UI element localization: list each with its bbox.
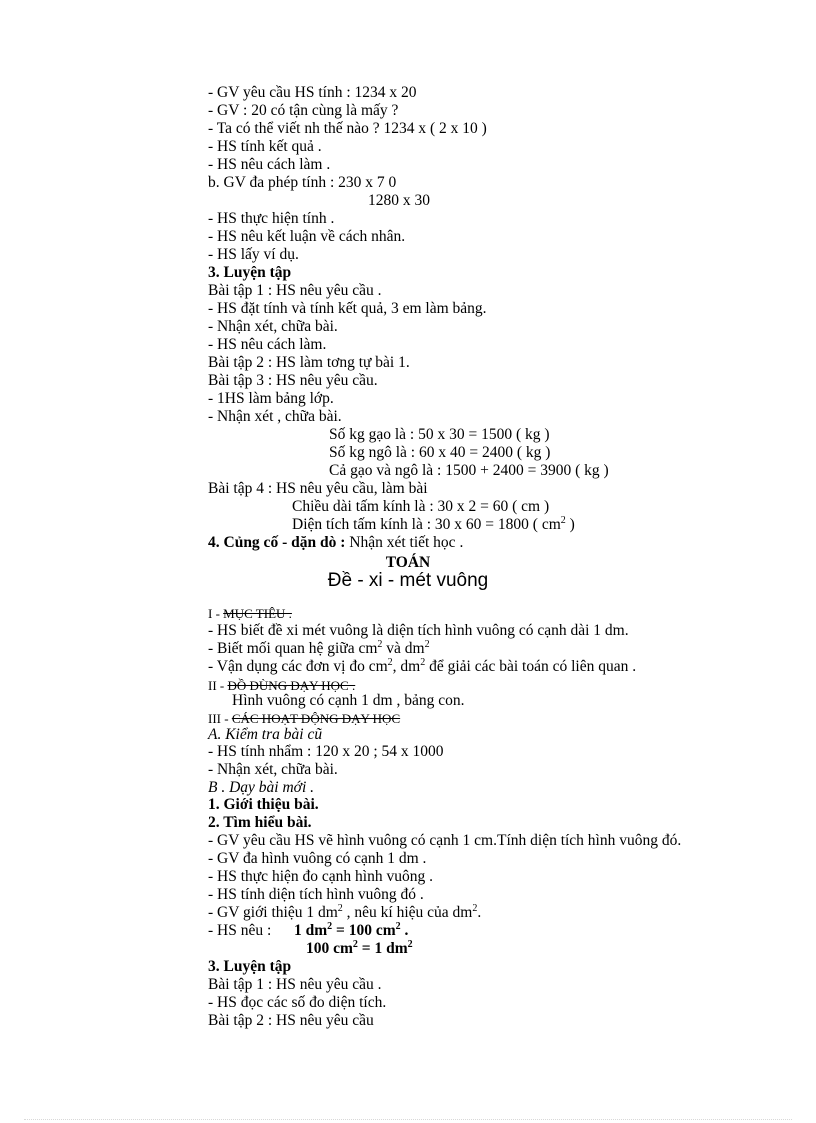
calc-line: Cả gạo và ngô là : 1500 + 2400 = 3900 ( kg ) <box>329 462 609 479</box>
text-line: - HS nêu kết luận về cách nhân. <box>208 228 406 245</box>
text-line: - Nhận xét, chữa bài. <box>208 318 338 335</box>
text-line: - HS nêu cách làm. <box>208 336 327 353</box>
text-line: - Nhận xét , chữa bài. <box>208 408 342 425</box>
objectives-heading: I - MỤC TIÊU . <box>208 606 292 621</box>
section-heading: 3. Luyện tập <box>208 264 292 281</box>
text-line: - Nhận xét, chữa bài. <box>208 761 338 778</box>
formula-line: 1 $dm^2 = 100$ $cm^2$ . <box>294 921 409 939</box>
text-line: Bài tập 2 : HS nêu yêu cầu <box>208 1012 374 1029</box>
part-heading: B . Dạy bài mới . <box>208 779 314 796</box>
text-line: - HS tính kết quả . <box>208 138 322 155</box>
text-line: - Vận dụng các đơn vị đo $cm^2$, $dm^2$ để giải các bài toán có liên quan . <box>208 657 637 675</box>
text-line: - HS đặt tính và tính kết quả, 3 em làm bảng. <box>208 300 487 317</box>
text-line: Bài tập 1 : HS nêu yêu cầu . <box>208 976 382 993</box>
text-line: - GV yêu cầu HS tính : 1234 x 20 <box>208 84 417 101</box>
text-line: - HS nêu : <box>208 922 272 939</box>
text-line: - HS tính nhẩm : 120 x 20 ; 54 x 1000 <box>208 743 444 760</box>
section-heading: 1. Giới thiệu bài. <box>208 796 319 813</box>
text-line: - GV giới thiệu 1 $dm^2$ , nêu kí hiệu của $dm^2$. <box>208 903 482 921</box>
subject-title: TOÁN <box>385 554 431 571</box>
text-line: - HS thực hiện tính . <box>208 210 335 227</box>
text-line: Bài tập 1 : HS nêu yêu cầu . <box>208 282 382 299</box>
section-heading: 2. Tìm hiểu bài. <box>208 814 312 831</box>
materials-heading: II - ĐỒ DÙNG DẠY HỌC . <box>208 678 356 693</box>
calc-line: Số kg ngô là : 60 x 40 = 2400 ( kg ) <box>329 444 551 461</box>
text-line: - HS thực hiện đo cạnh hình vuông . <box>208 868 433 885</box>
text-line: Bài tập 2 : HS làm tơng tự bài 1. <box>208 354 410 371</box>
lesson-title: Đề - xi - mét vuông <box>327 570 489 591</box>
review-line: 4. Củng cố - dặn dò : Nhận xét tiết học . <box>208 534 464 551</box>
section-heading: 3. Luyện tập <box>208 958 292 975</box>
text-line: - HS lấy ví dụ. <box>208 246 299 263</box>
activities-heading: III - CÁC HOẠT ĐỘNG DẠY HỌC <box>208 711 401 726</box>
text-line: Bài tập 4 : HS nêu yêu cầu, làm bài <box>208 480 428 497</box>
formula-line: 100 $cm^2 = 1$ $dm^2$ <box>306 939 413 957</box>
text-line: - Biết mối quan hệ giữa $cm^2$ và $dm^2$ <box>208 639 430 657</box>
text-line: - Ta có thể viết nh thế nào ? 1234 x ( 2 x 10 ) <box>208 120 487 137</box>
text-line: Hình vuông có cạnh 1 dm , bảng con. <box>232 692 465 709</box>
page-bottom-divider <box>24 1119 792 1120</box>
text-line: Bài tập 3 : HS nêu yêu cầu. <box>208 372 378 389</box>
text-line: - GV yêu cầu HS vẽ hình vuông có cạnh 1 cm.Tính diện tích hình vuông đó. <box>208 832 682 849</box>
part-heading: A. Kiểm tra bài cũ <box>208 726 323 743</box>
calc-line: Số kg gạo là : 50 x 30 = 1500 ( kg ) <box>329 426 550 443</box>
text-line: - HS nêu cách làm . <box>208 156 331 173</box>
text-line: b. GV đa phép tính : 230 x 7 0 <box>208 174 397 191</box>
text-line: - HS biết đề xi mét vuông là diện tích hình vuông có cạnh dài 1 dm. <box>208 622 629 639</box>
text-line: - GV : 20 có tận cùng là mấy ? <box>208 102 399 119</box>
text-line: - HS tính diện tích hình vuông đó . <box>208 886 424 903</box>
text-line: - 1HS làm bảng lớp. <box>208 390 334 407</box>
text-line: - GV đa hình vuông có cạnh 1 dm . <box>208 850 427 867</box>
calc-line: Diện tích tấm kính là : 30 x 60 = 1800 ( $cm^2$ ) <box>292 515 575 533</box>
text-line: 1280 x 30 <box>368 192 430 209</box>
text-line: - HS đọc các số đo diện tích. <box>208 994 387 1011</box>
calc-line: Chiều dài tấm kính là : 30 x 2 = 60 ( cm ) <box>292 498 550 515</box>
